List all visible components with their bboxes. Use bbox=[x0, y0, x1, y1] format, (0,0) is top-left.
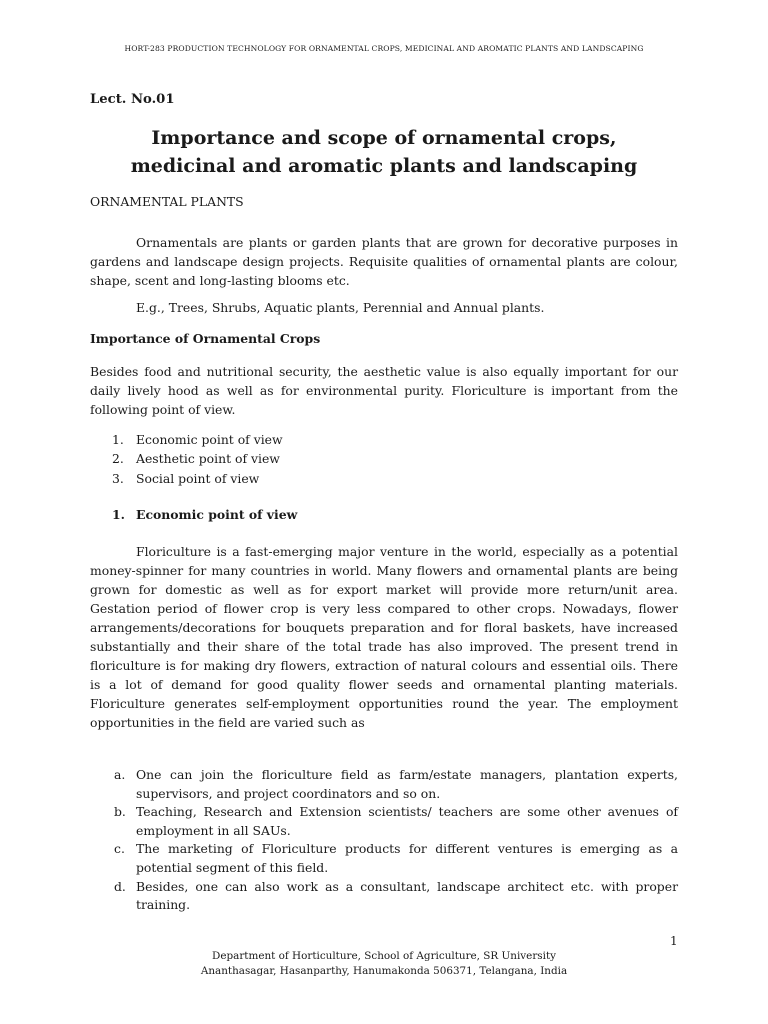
footer-line-2: Ananthasagar, Hasanparthy, Hanumakonda 506371, Telangana, India bbox=[200, 964, 568, 977]
list-item-letter: a. bbox=[114, 767, 126, 782]
employment-opportunities-list bbox=[90, 766, 678, 915]
list-item bbox=[90, 878, 678, 915]
list-item-text: One can join the floriculture field as farm/estate managers, plantation experts, supervisors, and project coordinators and so on. bbox=[136, 767, 678, 801]
list-item-text: Aesthetic point of view bbox=[136, 451, 280, 467]
list-item bbox=[90, 766, 678, 803]
list-item bbox=[90, 469, 283, 488]
section-heading-text: Economic point of view bbox=[136, 507, 298, 522]
page-title bbox=[60, 124, 708, 180]
section-heading-importance: Importance of Ornamental Crops bbox=[90, 331, 321, 346]
ornamental-plants-example: E.g., Trees, Shrubs, Aquatic plants, Perennial and Annual plants. bbox=[136, 300, 545, 315]
list-item-letter: c. bbox=[114, 841, 125, 857]
points-of-view-list bbox=[90, 430, 283, 488]
ornamental-plants-paragraph: Ornamentals are plants or garden plants that are grown for decorative purposes in gardens and landscape design projects. Requisite qualities of ornamental plants are colour, shape, scent and long-lasting blooms etc. bbox=[90, 235, 678, 288]
list-item-letter: b. bbox=[114, 804, 126, 820]
list-item-number: 2. bbox=[112, 451, 124, 467]
page-footer bbox=[0, 949, 768, 978]
list-item-text: Economic point of view bbox=[136, 432, 283, 447]
section-number: 1. bbox=[112, 507, 125, 522]
list-item-text: Social point of view bbox=[136, 470, 260, 486]
running-header: HORT-283 PRODUCTION TECHNOLOGY FOR ORNAMENTAL CROPS, MEDICINAL AND AROMATIC PLANTS AND LANDSCAPING bbox=[124, 44, 644, 53]
importance-paragraph: Besides food and nutritional security, the aesthetic value is also equally important for our daily lively hood as well as for environmental purity. Floriculture is important from the following point of view. bbox=[90, 364, 678, 417]
section-heading-economic bbox=[112, 507, 297, 522]
list-item-text: Teaching, Research and Extension scientists/ teachers are some other avenues of employment in all SAUs. bbox=[136, 804, 678, 838]
lecture-number: Lect. No.01 bbox=[90, 92, 175, 107]
page-title-line-1: Importance and scope of ornamental crops, bbox=[151, 127, 617, 149]
footer-line-1: Department of Horticulture, School of Agriculture, SR University bbox=[212, 950, 556, 962]
list-item bbox=[90, 430, 283, 449]
page-number: 1 bbox=[670, 934, 678, 948]
list-item-letter: d. bbox=[114, 878, 126, 894]
list-item bbox=[90, 840, 678, 877]
list-item-text: The marketing of Floriculture products for different ventures is emerging as a potential segment of this field. bbox=[136, 841, 678, 875]
page-title-line-2: medicinal and aromatic plants and landscaping bbox=[130, 155, 638, 177]
section-heading-ornamental-plants: ORNAMENTAL PLANTS bbox=[90, 194, 244, 209]
list-item bbox=[90, 803, 678, 840]
list-item-number: 3. bbox=[112, 470, 124, 486]
economic-paragraph: Floriculture is a fast-emerging major venture in the world, especially as a potential money-spinner for many countries in world. Many flowers and ornamental plants are being grown for domestic as well as for export market will provide more return/unit area. Gestation period of flower crop is very less compared to other crops. Nowadays, flower arrangements/decorations for bouquets preparation and for floral baskets, have increased substantially and their share of the total trade has also improved. The present trend in floriculture is for making dry flowers, extraction of natural colours and essential oils. There is a lot of demand for good quality flower seeds and ornamental planting materials. Floriculture generates self-employment opportunities round the year. The employment opportunities in the field are varied such as bbox=[90, 544, 678, 730]
list-item-number: 1. bbox=[112, 432, 124, 447]
list-item-text: Besides, one can also work as a consultant, landscape architect etc. with proper training. bbox=[136, 878, 678, 913]
list-item bbox=[90, 449, 283, 468]
